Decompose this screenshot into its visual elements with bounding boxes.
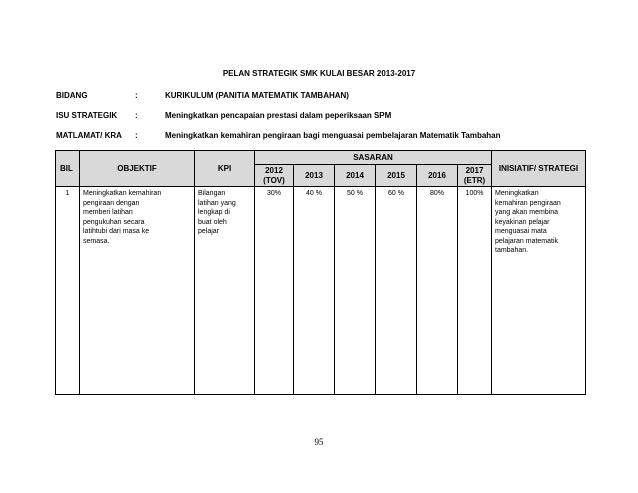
cell-target-2016: 80%: [417, 187, 458, 395]
header-year-2012: 2012 (TOV): [255, 165, 294, 187]
cell-target-2017: 100%: [458, 187, 492, 395]
cell-kpi: Bilangan latihan yang lengkap di buat oleh pelajar: [195, 187, 255, 395]
cell-target-2014: 50 %: [335, 187, 376, 395]
meta-label: BIDANG: [56, 91, 88, 100]
page-number: 95: [314, 437, 324, 447]
cell-bil: 1: [56, 187, 80, 395]
header-year-2013: 2013: [294, 165, 335, 187]
meta-colon: :: [135, 111, 138, 120]
meta-value: KURIKULUM (PANITIA MATEMATIK TAMBAHAN): [165, 91, 349, 100]
meta-colon: :: [135, 91, 138, 100]
meta-label: ISU STRATEGIK: [56, 111, 118, 120]
meta-value: Meningkatkan kemahiran pengiraan bagi menguasai pembelajaran Matematik Tambahan: [165, 131, 501, 140]
cell-target-2013: 40 %: [294, 187, 335, 395]
meta-label: MATLAMAT/ KRA: [56, 131, 122, 140]
header-year-2016: 2016: [417, 165, 458, 187]
cell-objektif: Meningkatkan kemahiran pengiraan dengan memberi latihan pengukuhan secara latihtubi dari masa ke semasa.: [80, 187, 195, 395]
header-year-2014: 2014: [335, 165, 376, 187]
document-title: PELAN STRATEGIK SMK KULAI BESAR 2013-2017: [222, 69, 416, 78]
cell-target-2015: 60 %: [376, 187, 417, 395]
header-year-2017: 2017 (ETR): [458, 165, 492, 187]
table-row: [56, 187, 586, 395]
strategic-plan-table: [55, 150, 586, 395]
header-objektif: OBJEKTIF: [80, 151, 195, 187]
header-kpi: KPI: [195, 151, 255, 187]
meta-colon: :: [135, 131, 138, 140]
header-sasaran: SASARAN: [255, 151, 492, 165]
header-inisiatif: INISIATIF/ STRATEGI: [492, 151, 586, 187]
header-year-2015: 2015: [376, 165, 417, 187]
cell-inisiatif: Meningkatkan kemahiran pengiraan yang akan membina keyakinan pelajar menguasai mata pelajaran matematik tambahan.: [492, 187, 586, 395]
cell-target-2012: 30%: [255, 187, 294, 395]
meta-value: Meningkatkan pencapaian prestasi dalam peperiksaan SPM: [165, 111, 392, 120]
header-bil: BIL: [56, 151, 80, 187]
